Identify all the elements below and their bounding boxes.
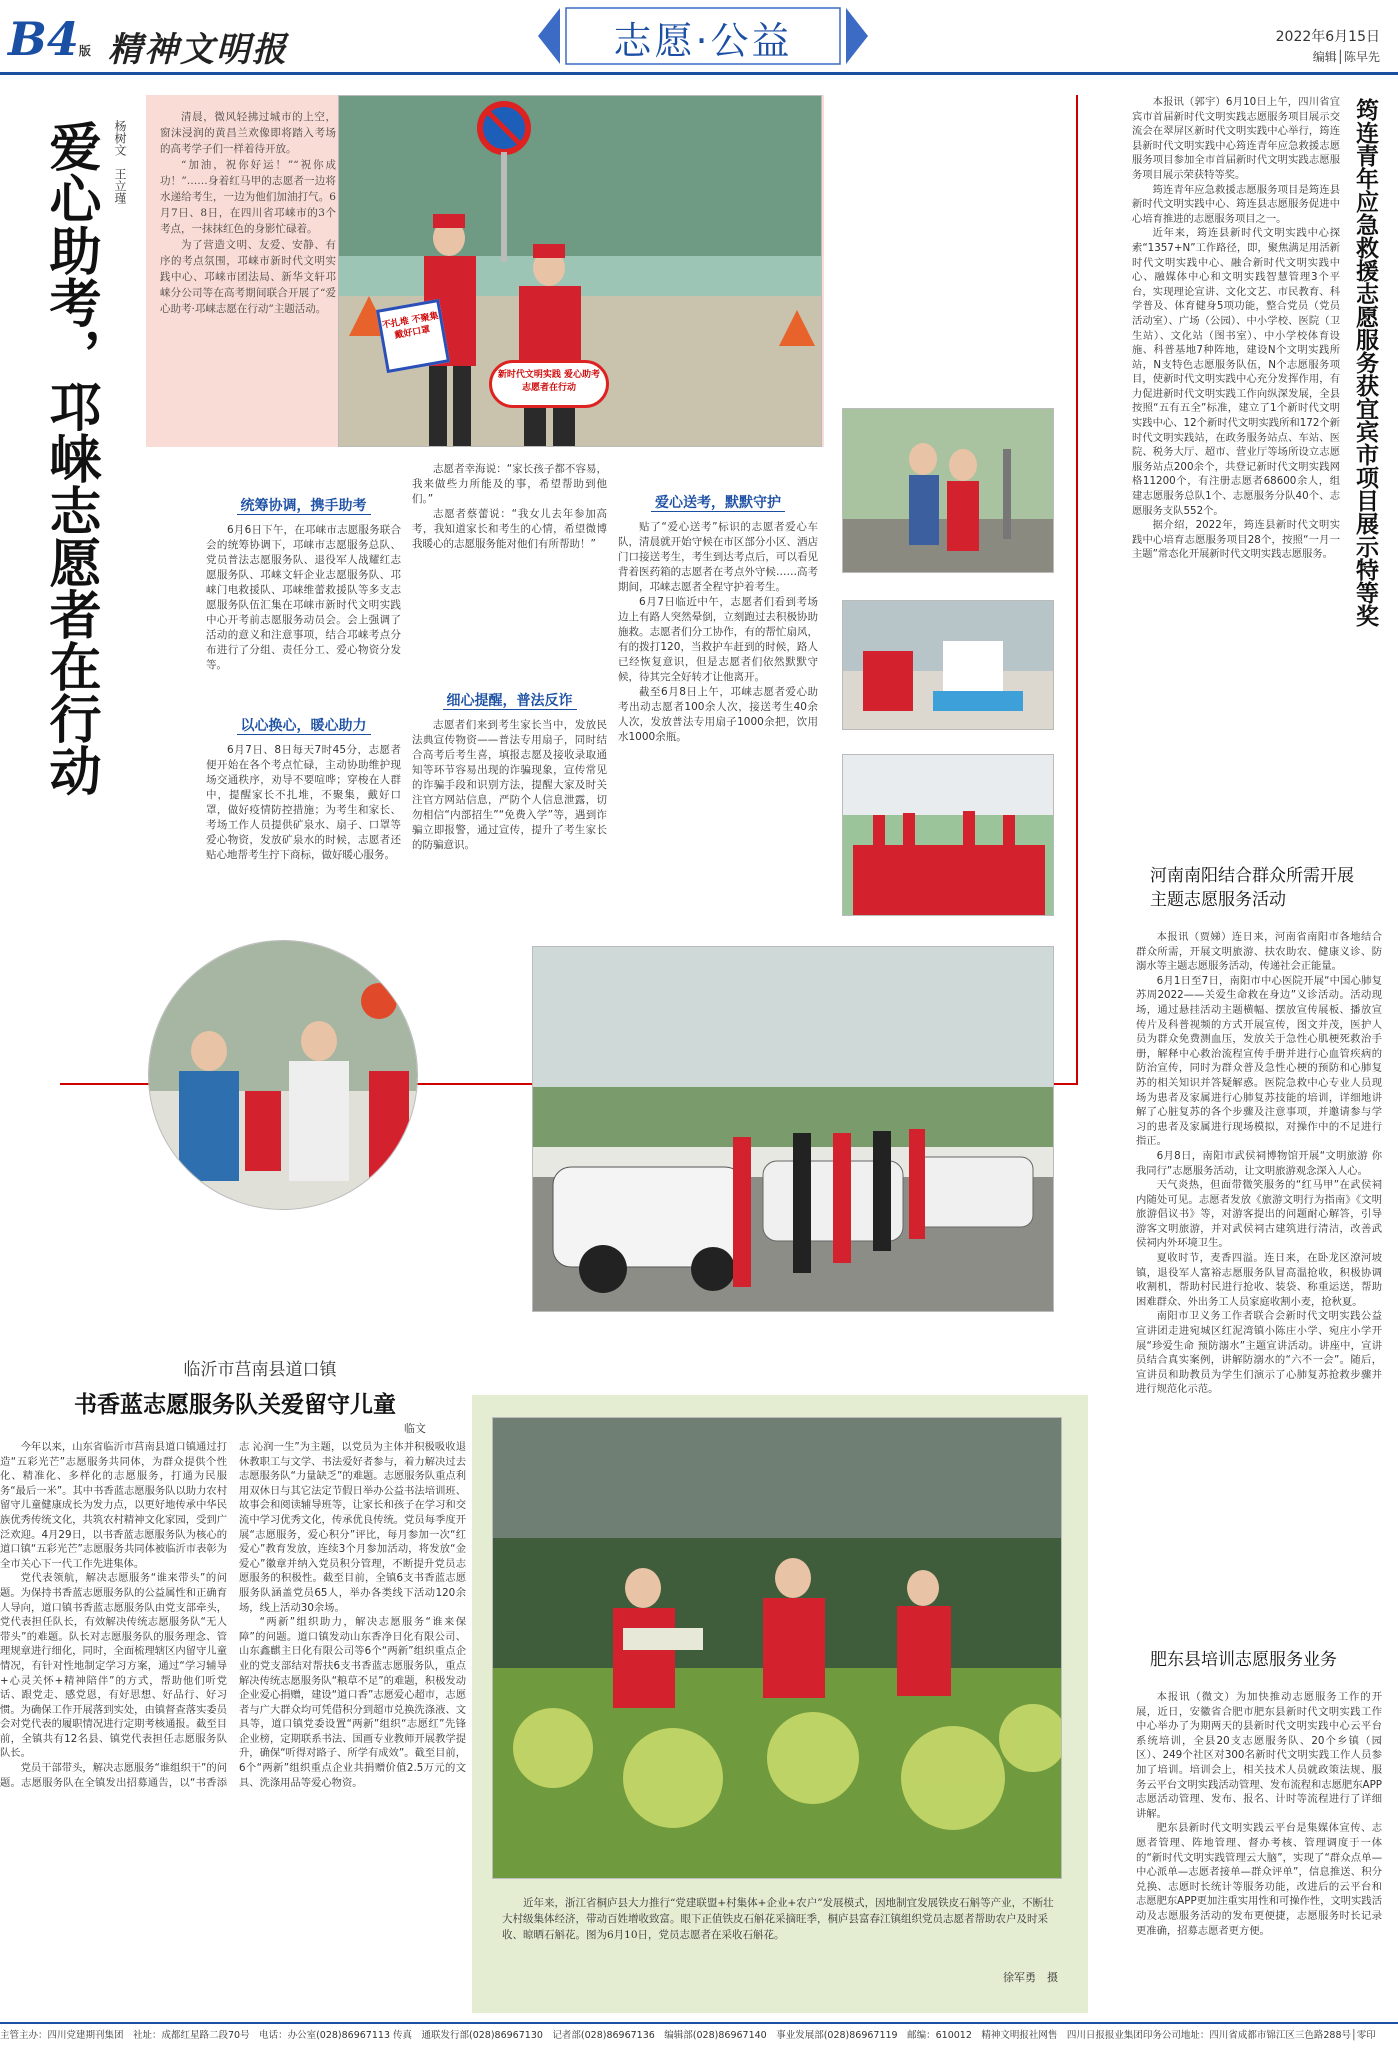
bottom-left-title: 书香蓝志愿服务队关爱留守儿童 bbox=[74, 1392, 396, 1418]
photo-dendrobium-harvest bbox=[492, 1417, 1062, 1879]
bottom-left-text: 今年以来，山东省临沂市莒南县道口镇通过打造“五彩光芒”志愿服务共同体，为群众提供个性化、精准化、多样化的志愿服务，打通为民服务“最后一米”。其中书香蓝志愿服务队以助力农村留守儿童健康成长为发力点，以更好地传承中华民族优秀传统文化，共筑农村精神文化家园，受到广泛欢迎。4月29日，以书香蓝志愿服务队为核心的道口镇“五彩光芒”志愿服务共同体被临沂市表彰为全市关心下一代工作先进集体。 党代表领航，解决志愿服务“谁来带头”的问题。为保持书香蓝志愿服务队的公益属性和正确育人导向，道口镇书香蓝志愿服务队由党支部牵头，党代表担任队长，有效解决传统志愿服务队“无人带头”的难题。队长对志愿服务队的服务理念、管理规章进行细化，同时，全面梳理辖区内留守儿童情况，有针对性地制定学习方案，通过“学习辅导+心灵关怀+精神陪伴”的方式，帮助他们听党话、跟党走、感党恩，有好思想、好品行、好习惯。为确保工作开展落到实处，由镇督查落实委员会对党代表的履职情况进行定期考核通报。截至目前，全镇共有12名县、镇党代表担任志愿服务队队长。 党员干部带头，解决志愿服务“谁组织干”的问题。志愿服务队在全镇发出招募通告，以“书香添志 沁润一生”为主题，以党员为主体并积极吸收退休教职工与文学、书法爱好者参与，着力解决过去志愿服务队“力量缺乏”的难题。志愿服务队重点利用双休日与其它法定节假日举办公益书法培训班、故事会和阅读辅导班等，让家长和孩子在学习和交流中学习优秀文化，传承优良传统。党员每季度开展“志愿服务，爱心积分”评比，每月参加一次“红爱心”教育发放，连续3个月参加活动，将发放“金爱心”徽章并纳入党员积分管理，不断提升党员志愿服务的积极性。截至目前，全镇6支书香蓝志愿服务队涵盖党员65人，举办各类线下活动120余场，线上活动30余场。 “两新”组织助力，解决志愿服务“谁来保障”的问题。道口镇发动山东香净日化有限公司、山东鑫麒主日化有限公司等6个“两新”组织重点企业的党支部结对帮扶6支书香蓝志愿服务队，重点解决传统志愿服务队“粮草不足”的难题，积极发动企业爱心捐赠，建设“道口香”志愿爱心超市，志愿者与广大群众均可凭借积分到超市兑换洗涤液、文具等，道口镇党委设置“两新”组织“志愿红”先锋企业榜，定期联系书法、国画专业教师开展教学提升，确保“听得对路子、所学有成效”。截至目前，6个“两新”组织重点企业共捐赠价值2.5万元的文具、洗涤用品等爱心物资。 bbox=[0, 1441, 466, 1789]
photo-volunteer-group-banner bbox=[842, 754, 1054, 916]
sign-crowd-warning: 不扎堆 不聚集 戴好口罩 bbox=[376, 299, 450, 373]
intro-text: 清晨，微风轻拂过城市的上空，窗沫浸润的黄昌兰欢像即将踏入考场的高考学子们一样着待开放。 “加油，祝你好运！”“祝你成功！”……身着红马甲的志愿者一边将水递给考生，一边为他们加油打气。6月7日、8日，在四川省邛崃市的3个考点，一抹抹红色的身影忙碌着。 为了营造文明、友爱、安静、有序的考点氛围，邛崃市新时代文明实践中心、邛崃市团法局、新华文轩邛崃分公司等在高考期间联合开展了“爱心助考·邛崃志愿在行动”主题活动。 bbox=[160, 111, 336, 315]
feature-column-3 bbox=[618, 462, 818, 922]
paper-name: 精神文明报 bbox=[108, 30, 288, 70]
section-law-fraud-text: 志愿者们来到考生家长当中，发放民法典宣传物资——普法专用扇子，同时结合高考后考生喜，填报志愿及接收录取通知等环节容易出现的诈骗现象，宣传常见的诈骗手段和识别方法，提醒大家及时关注官方网站信息，严防个人信息泄露，切勿相信“内部招生”“免费入学”等，遇到诈骗立即报警，通过宣传，提升了考生家长的防骗意识。 bbox=[412, 719, 607, 851]
photo-caption: 近年来，浙江省桐庐县大力推行“党建联盟+村集体+企业+农户”发展模式，因地制宜发展铁皮石斛等产业，不断壮大村级集体经济，带动百姓增收致富。眼下正值铁皮石斛花采摘旺季，桐庐县富春江镇组织党员志愿者帮助农户及时采收、晾晒石斛花。图为6月10日，党员志愿者在采收石斛花。 bbox=[502, 1897, 1054, 1941]
photo-circle-water-hand-off bbox=[148, 940, 418, 1210]
photo-volunteers-signs bbox=[338, 95, 822, 447]
sign-exam-support: 新时代文明实践 爱心助考 志愿者在行动 bbox=[489, 360, 609, 408]
right-article-1-title: 筠连青年应急救援志愿服务获宜宾市项目展示特等奖 bbox=[1352, 98, 1378, 627]
section-title: 志愿·公益 bbox=[613, 19, 793, 63]
photo-police-volunteer bbox=[842, 408, 1054, 573]
feature-column-2 bbox=[412, 462, 607, 922]
right-article-1-text: 本报讯（郭宇）6月10日上午，四川省宜宾市首届新时代文明实践志愿服务项目展示交流会在翠屏区新时代文明实践中心举行，筠连县新时代文明实践中心筠连青年应急救援志愿服务项目参加全市首届新时代文明实践志愿服务项目展示荣获特等奖。 筠连青年应急救援志愿服务项目是筠连县新时代文明实践中心、筠连县志愿服务促进中心培育推进的志愿服务项目之一。 近年来，筠连县新时代文明实践中心探索“1357+N”工作路径，即，聚焦满足用活新时代文明实践中心、融合新时代文明实践中心、融媒体中心和文明实践智慧管理3个平台，实现理论宣讲、文化文艺、市民教育、科学普及、体育健身5项功能，整合党员（党员活动室）、广场（公园）、中小学校、医院（卫生站）、文化站（图书室）、中小学校体育设施、科普基地7种阵地，建设N个文明实践所站，N支特色志愿服务队伍，N个志愿服务项目，使新时代文明实践中心充分发挥作用，有力促进新时代文明实践工作向纵深发展，全县按照“五有五全”标准，建立了1个新时代文明实践中心、12个新时代文明实践所和172个新时代文明实践站，在政务服务站点、车站、医院、税务大厅、超市、营业厅等场所设立志愿服务站点200余个，共登记新时代文明实践网格11200个，有注册志愿者68600余人，组建志愿服务总队1个、志愿服务分队40个、志愿服务支队552个。 据介绍，2022年，筠连县新时代文明实践中心培育志愿服务项目28个，按照“一月一主题”常态化开展新时代文明实践志愿服务。 bbox=[1132, 96, 1340, 561]
section-escort-text: 贴了“爱心送考”标识的志愿者爱心车队，清晨就开始守候在市区部分小区、酒店门口接送考生，考生到达考点后，可以看见背着医药箱的志愿者在考点外守候……高考期间，邛崃志愿者全程守护着考生。 6月7日临近中午，志愿者们看到考场边上有路人突然晕倒，立刻跑过去积极协助施救。志愿者们分工协作，有的帮忙扇风，有的拨打120，当救护车赶到的时候，路人已经恢复意识，但是志愿者们依然默默守候，待其完全好转才让他离开。 截至6月8日上午，邛崃志愿者爱心助考出动志愿者100余人次，接送考生40余人次，发放普法专用扇子1000余把，饮用水1000余瓶。 bbox=[618, 521, 818, 743]
masthead bbox=[0, 0, 1398, 80]
bottom-left-kicker: 临沂市莒南县道口镇 bbox=[183, 1360, 337, 1380]
section-warm-help-text: 6月7日、8日每天7时45分，志愿者便开始在各个考点忙碌，主动协助维护现场交通秩序，劝导不要喧哗；穿梭在人群中，提醒家长不扎堆，不聚集，戴好口罩，做好疫情防控措施；为考生和家长、考场工作人员提供矿泉水、扇子、口罩等爱心物资，发放矿泉水的时候，志愿者还贴心地帮考生拧下商标，做好暖心服务。 bbox=[206, 744, 401, 861]
section-banner bbox=[538, 4, 868, 68]
bottom-left-body bbox=[0, 1440, 466, 2012]
page-number: B4版 bbox=[8, 12, 91, 66]
subhead-law-fraud: 细心提醒，普法反诈 bbox=[412, 690, 607, 710]
section-coordination-text: 6月6日下午，在邛崃市志愿服务联合会的统筹协调下，邛崃市志愿服务总队、党员普法志愿服务队、退役军人战耀红志愿服务队、邛崃文轩企业志愿服务队、邛崃门电救援队、邛崃维蕾救援队等多支志愿服务队伍汇集在邛崃市新时代文明实践中心开考前志愿服务动员会。会上强调了活动的意义和注意事项，结合邛崃考点分布进行了分组、责任分工、爱心物资分发等。 bbox=[206, 524, 401, 671]
photo-feature-panel bbox=[472, 1395, 1088, 2013]
section-warm-help-text-cont: 志愿者幸海说：“家长孩子都不容易，我来做些力所能及的事，希望帮助到他们。” 志愿者蔡蕾说：“我女儿去年参加高考，我知道家长和考生的心情，希望微博我暖心的志愿服务能对他们有所帮助！” bbox=[412, 463, 607, 550]
subhead-coordination: 统筹协调，携手助考 bbox=[206, 495, 401, 515]
issue-date: 2022年6月15日 bbox=[1275, 29, 1380, 45]
footer-rule bbox=[0, 2022, 1398, 2024]
right-article-3-title: 肥东县培训志愿服务业务 bbox=[1150, 1650, 1337, 1670]
masthead-rule bbox=[0, 72, 1398, 75]
subhead-warm-help: 以心换心，暖心助力 bbox=[206, 715, 401, 735]
footer-text: 主管主办：四川党建期刊集团 社址：成都红星路二段70号 电话：办公室(028)86967113 传真 通联发行部(028)86967130 记者部(028)86967136 编辑部(028)86967140 事业发展部(028)86967119 邮编：610012 精神文明报社网售 四川日报报业集团印务公司地址：四川省成都市锦江区三色路288号│零印 bbox=[0, 2030, 1376, 2041]
photo-water-distribution bbox=[842, 600, 1054, 730]
right-article-2-text: 本报讯（贾娣）连日来，河南省南阳市各地结合群众所需，开展文明旅游、扶农助农、健康义诊、防溺水等主题志愿服务活动，传递社会正能量。 6月1日至7日，南阳市中心医院开展“中国心肺复苏周2022——关爱生命救在身边”义诊活动。活动现场，通过悬挂活动主题横幅、摆放宣传展板、播放宣传片及科普视频的方式开展宣传，图文并茂，医护人员为群众免费测血压，发放关于急性心肌梗死救治手册，解释中心救治流程宣传手册并进行心血管疾病的防治宣传，同时为群众普及急性心梗的预防和心肺复苏的相关知识并答疑解惑。医院急救中心专业人员现场为患者及家属进行心肺复苏技能的培训，详细地讲解了心脏复苏的各个步骤及注意事项，并邀请参与学习的患者及家属进行现场模拟，对操作中的不足进行指正。 6月8日，南阳市武侯祠博物馆开展“文明旅游 你我同行”志愿服务活动，让文明旅游观念深入人心。 天气炎热，但面带微笑服务的“红马甲”在武侯祠内随处可见。志愿者发放《旅游文明行为指南》《文明旅游倡议书》等，对游客提出的问题耐心解答，引导游客文明旅游，并对武侯祠古建筑进行清洁，改善武侯祠内外环境卫生。 夏收时节，麦香四溢。连日来，在卧龙区潦河坡镇，退役军人富裕志愿服务队冒高温抢收，积极协调收割机，帮助村民进行抢收、装袋、称重运送，帮助困难群众、外出务工人员家庭收割小麦，抢秋夏。 南阳市卫义务工作者联合会新时代文明实践公益宣讲团走进宛城区红泥湾镇小陈庄小学、宛庄小学开展“珍爱生命 预防溺水”主题宣讲活动。讲座中，宣讲员结合真实案例，讲解防溺水的“六不一会”。随后，宣讲员和助教员为学生们演示了心肺复苏抢救步骤并进行规范化示范。 bbox=[1136, 931, 1382, 1396]
bottom-left-author: 临文 bbox=[404, 1422, 426, 1435]
photo-escort-car-convoy bbox=[532, 946, 1054, 1312]
photo-credit: 徐军勇 摄 bbox=[1003, 1971, 1058, 1984]
right-article-3-text: 本报讯（微文）为加快推动志愿服务工作的开展，近日，安徽省合肥市肥东县新时代文明实践工作中心举办了为期两天的县新时代文明实践中心云平台系统培训，全县20支志愿服务队、20个乡镇（园区）、249个社区对300名新时代文明实践工作人员参加了培训。培训会上，相关技术人员就政策法规、服务云平台文明实践活动管理、发布流程和志愿肥东APP志愿活动管理、发布、报名、计时等流程进行了详细讲解。 肥东县新时代文明实践云平台是集媒体宣传、志愿者管理、阵地管理、督办考核、管理调度于一体的“新时代文明实践管理云大脑”，实现了“群众点单—中心派单—志愿者接单—群众评单”，信息推送、积分兑换、志愿时长统计等服务功能，改进后的云平台和志愿肥东APP更加注重实用性和可操作性，文明实践活动及志愿服务活动的发布更便捷，志愿服务时长记录更准确，招募志愿者更方便。 bbox=[1136, 1691, 1382, 1937]
feature-column-1 bbox=[206, 495, 401, 923]
feature-authors: 杨树文 王立瑾 bbox=[113, 120, 127, 204]
subhead-escort: 爱心送考，默默守护 bbox=[618, 492, 818, 512]
editor: 编辑│陈早先 bbox=[1312, 50, 1380, 64]
right-article-2-title: 河南南阳结合群众所需开展主题志愿服务活动 bbox=[1150, 866, 1354, 910]
feature-title-block bbox=[30, 110, 140, 930]
feature-title: 爱心助考，邛崃志愿者在行动 bbox=[40, 120, 101, 796]
